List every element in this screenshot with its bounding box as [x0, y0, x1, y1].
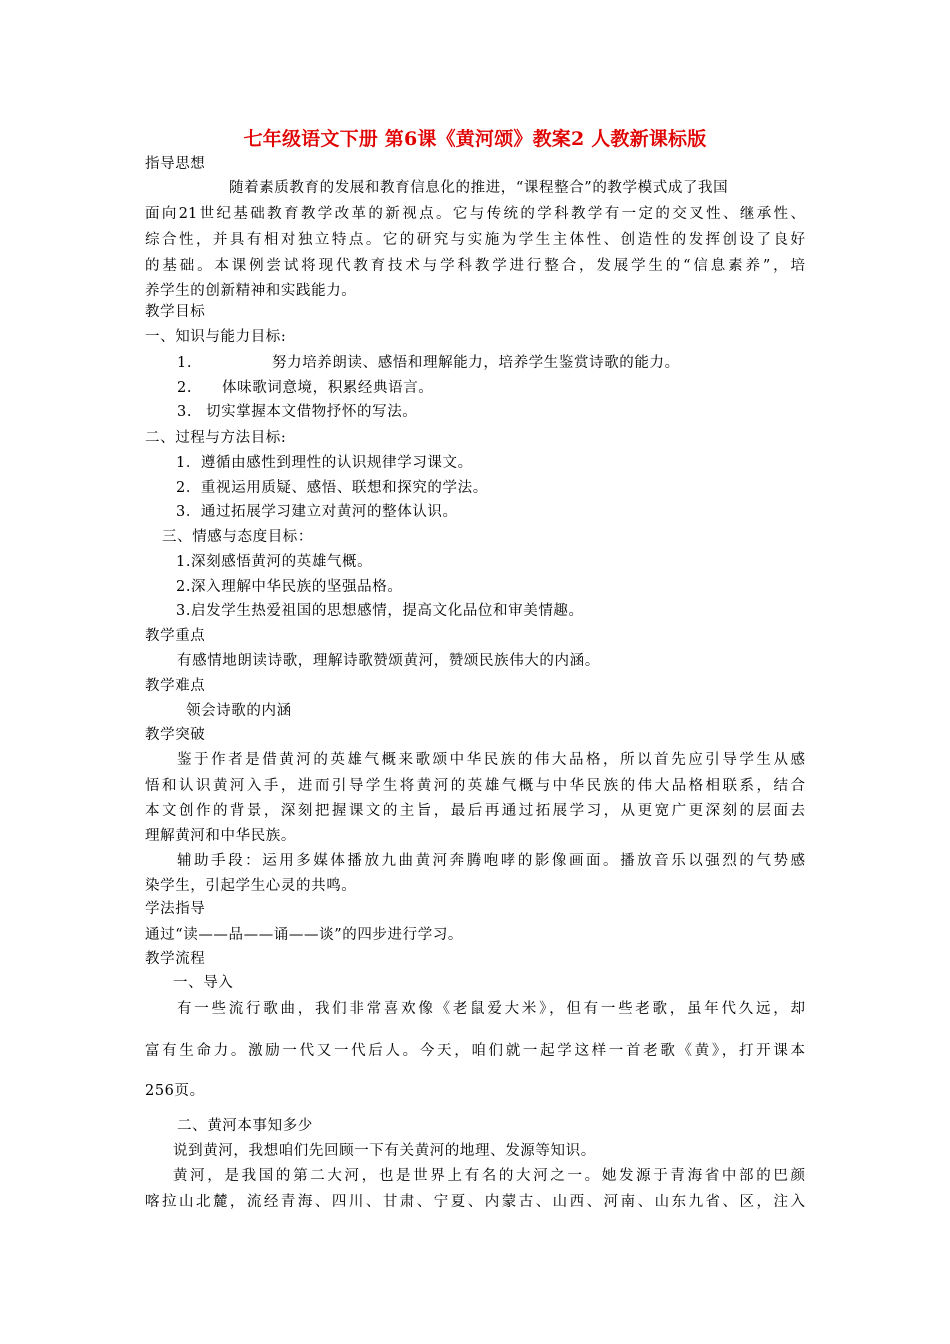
goal-group-heading: 一、知识与能力目标:	[145, 329, 287, 345]
goal-item-number: 3.	[177, 404, 193, 420]
goal-item: 3.启发学生热爱祖国的思想感情，提高文化品位和审美情趣。	[176, 603, 584, 619]
key-point-text: 有感情地朗读诗歌，理解诗歌赞颂黄河，赞颂民族伟大的内涵。	[177, 653, 600, 669]
flow-step-line: 有一些流行歌曲，我们非常喜欢像《老鼠爱大米》，但有一些老歌，虽年代久远，却	[177, 1001, 805, 1017]
guide-line: 的基础。本课例尝试将现代教育技术与学科教学进行整合，发展学生的“信息素养”，培	[145, 258, 805, 274]
document-title: 七年级语文下册 第6课《黄河颂》教案2 人教新课标版	[243, 128, 707, 150]
guide-line: 面向21世纪基础教育教学改革的新视点。它与传统的学科教学有一定的交叉性、继承性、	[145, 206, 805, 222]
goal-item: 1.深刻感悟黄河的英雄气概。	[176, 554, 373, 570]
goal-group-heading: 二、过程与方法目标:	[145, 430, 287, 446]
goal-item: 1．遵循由感性到理性的认识规律学习课文。	[176, 455, 473, 471]
flow-step-line: 256页。	[145, 1083, 205, 1099]
flow-step-line: 富有生命力。激励一代又一代后人。今天，咱们就一起学这样一首老歌《黄》，打开课本	[145, 1043, 805, 1059]
guide-line: 养学生的创新精神和实践能力。	[145, 283, 357, 299]
guide-line: 综合性，并具有相对独立特点。它的研究与实施为学生主体性、创造性的发挥创设了良好	[145, 232, 805, 248]
flow-step-line: 说到黄河，我想咱们先回顾一下有关黄河的地理、发源等知识。	[173, 1143, 596, 1159]
flow-step-line: 喀拉山北麓，流经青海、四川、甘肃、宁夏、内蒙古、山西、河南、山东九省、区，注入	[145, 1194, 805, 1210]
goal-item: 2．重视运用质疑、感悟、联想和探究的学法。	[176, 480, 488, 496]
goal-item-number: 1.	[177, 355, 193, 371]
section-heading-method: 学法指导	[145, 901, 206, 917]
goal-item-number: 2.	[177, 380, 193, 396]
goal-item: 2.深入理解中华民族的坚强品格。	[176, 579, 403, 595]
flow-step-line: 黄河，是我国的第二大河，也是世界上有名的大河之一。她发源于青海省中部的巴颜	[173, 1168, 805, 1184]
breakthrough-line: 辅助手段：运用多媒体播放九曲黄河奔腾咆哮的影像画面。播放音乐以强烈的气势感	[177, 853, 805, 869]
flow-step-heading: 一、导入	[173, 975, 234, 991]
breakthrough-line: 染学生，引起学生心灵的共鸣。	[145, 878, 357, 894]
goal-item-text: 切实掌握本文借物抒怀的写法。	[206, 404, 418, 420]
goal-group-heading: 三、情感与态度目标：	[162, 529, 313, 545]
goal-item: 3．通过拓展学习建立对黄河的整体认识。	[176, 504, 458, 520]
breakthrough-line: 理解黄河和中华民族。	[145, 828, 296, 844]
goal-item-text: 体味歌词意境，积累经典语言。	[222, 380, 434, 396]
section-heading-difficulty: 教学难点	[145, 678, 206, 694]
guide-line: 随着素质教育的发展和教育信息化的推进，“课程整合”的教学模式成了我国	[229, 180, 729, 196]
breakthrough-line: 本文创作的背景，深刻把握课文的主旨，最后再通过拓展学习，从更宽广更深刻的层面去	[145, 803, 805, 819]
section-heading-key-point: 教学重点	[145, 628, 206, 644]
breakthrough-line: 悟和认识黄河入手，进而引导学生将黄河的英雄气概与中华民族的伟大品格相联系，结合	[145, 778, 805, 794]
section-heading-flow: 教学流程	[145, 951, 206, 967]
method-text: 通过“读——品——诵——谈”的四步进行学习。	[145, 927, 464, 943]
section-heading-breakthrough: 教学突破	[145, 727, 206, 743]
flow-step-heading: 二、黄河本事知多少	[177, 1118, 313, 1134]
section-heading-goals: 教学目标	[145, 304, 206, 320]
goal-item-text: 努力培养朗读、感悟和理解能力，培养学生鉴赏诗歌的能力。	[272, 355, 680, 371]
section-heading-guide: 指导思想	[145, 156, 206, 172]
breakthrough-line: 鉴于作者是借黄河的英雄气概来歌颂中华民族的伟大品格，所以首先应引导学生从感	[177, 752, 805, 768]
difficulty-text: 领会诗歌的内涵	[186, 703, 292, 719]
